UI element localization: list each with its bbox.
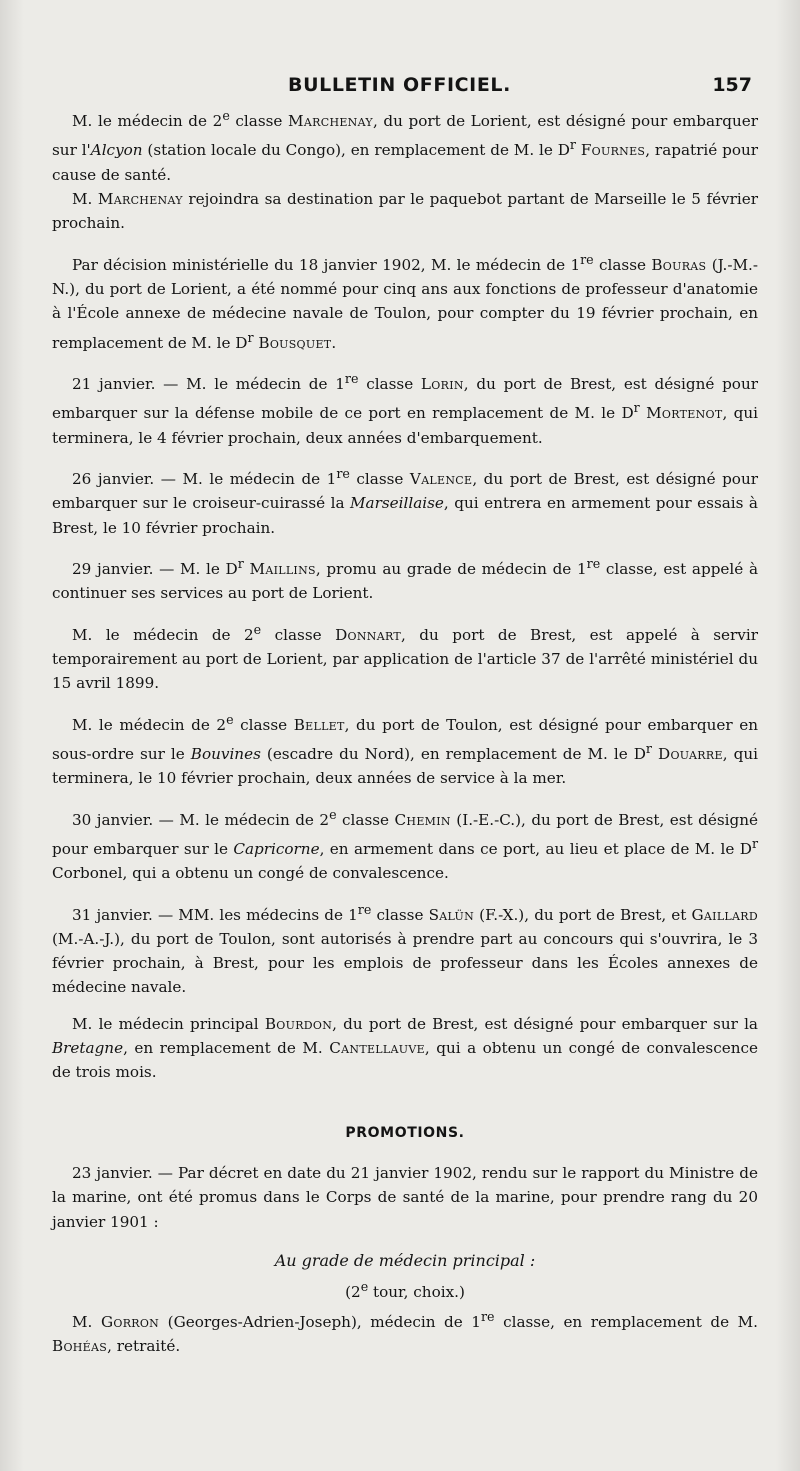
ship-name: Marseillaise xyxy=(350,494,444,513)
paragraph-gorron: M. Gorron (Georges-Adrien-Joseph), médecin de 1re classe, en remplacement de M. Bohéas, retraité. xyxy=(52,1308,758,1356)
paragraph-donnart: M. le médecin de 2e classe Donnart, du port de Brest, est appelé à servir temporairement au port de Lorient, par application de l'article 37 de l'arrêté ministériel du 15 avril 1899. xyxy=(52,621,759,693)
person-name: Fournes xyxy=(580,141,646,160)
person-name: Gaillard xyxy=(691,905,758,924)
ship-name: Bretagne xyxy=(52,1039,124,1058)
person-name: Valence xyxy=(409,470,473,488)
person-name: Cantellauve xyxy=(329,1039,425,1058)
paragraph-31-janvier: 31 janvier. — MM. les médecins de 1re classe Salün (F.-X.), du port de Brest, et Gaillard (M.-A.-J.), du port de Toulon, sont autorisés à prendre part au concours qui s'ouvrira, le 3 février prochain, à Brest, pour les emplois de professeur dans les Écoles annexes de médecine navale. xyxy=(52,901,758,997)
paragraph-bellet: M. le médecin de 2e classe Bellet, du port de Toulon, est désigné pour embarquer en sous-ordre sur le Bouvines (escadre du Nord), en remplacement de M. le $D^r$ Douarre, qui terminera, le 10 février prochain, deux années de service à la mer. xyxy=(52,711,759,788)
ship-name: Bouvines xyxy=(190,744,261,763)
person-name: Maillins xyxy=(249,559,316,578)
ship-name: Capricorne xyxy=(233,839,320,858)
paragraph-marchenay-destination: M. Marchenay rejoindra sa destination par le paquebot partant de Marseille le 5 février prochain. xyxy=(52,190,758,233)
running-title: BULLETIN OFFICIEL. xyxy=(288,74,511,96)
person-name: Salün xyxy=(428,905,475,924)
page-header xyxy=(288,74,758,104)
person-name: Marchenay xyxy=(288,112,373,131)
paragraph-26-janvier: 26 janvier. — M. le médecin de 1re classe Valence, du port de Brest, est désigné pour embarquer sur le croiseur-cuirassé la Marseillaise, qui entrera en armement pour essais à Brest, le 10 février prochain. xyxy=(52,465,758,537)
person-name: Marchenay xyxy=(97,190,183,209)
grade-heading: Au grade de médecin principal : xyxy=(274,1250,536,1270)
paragraph-decret: 23 janvier. — Par décret en date du 21 janvier 1902, rendu sur le rapport du Ministre de la marine, ont été promus dans le Corps de santé de la marine, pour prendre rang du 20 janvier 1901 : xyxy=(52,1163,758,1231)
paragraph-30-janvier: 30 janvier. — M. le médecin de 2e classe Chemin (I.-E.-C.), du port de Brest, est désigné pour embarquer sur le Capricorne, en armement dans ce port, au lieu et place de M. le $D^r$ Corbonel, qui a obtenu un congé de convalescence. xyxy=(52,806,759,883)
person-name: Bohéas xyxy=(52,1337,108,1356)
paragraph-29-janvier: 29 janvier. — M. le $D^r$ Maillins, promu au grade de médecin de 1re classe, est appelé à continuer ses services au port de Lorient. xyxy=(52,555,759,603)
person-name: Lorin xyxy=(420,374,464,393)
paragraph-marchenay-embarquement: M. le médecin de 2e classe Marchenay, du port de Lorient, est désigné pour embarquer sur l'Alcyon (station locale du Congo), en remplacement de M. le $D^r$ Fournes, rapatrié pour cause de santé. xyxy=(52,108,759,184)
person-name: Bourdon xyxy=(264,1014,333,1033)
paragraph-21-janvier: 21 janvier. — M. le médecin de 1re classe Lorin, du port de Brest, est désigné pour embarquer sur la défense mobile de ce port en remplacement de M. le $D^r$ Mortenot, qui terminera, le 4 février prochain, deux années d'embarquement. xyxy=(52,370,759,447)
paragraph-bourdon: M. le médecin principal Bourdon, du port de Brest, est désigné pour embarquer sur la Bretagne, en remplacement de M. Cantellauve, qui a obtenu un congé de convalescence de trois mois. xyxy=(52,1014,758,1082)
person-name: Bousquet xyxy=(258,333,332,352)
person-name: Gorron xyxy=(100,1312,160,1331)
paragraph-bouras: Par décision ministérielle du 18 janvier 1902, M. le médecin de 1re classe Bouras (J.-M.-N.), du port de Lorient, a été nommé pour cinq ans aux fonctions de professeur d'anatomie à l'École annexe de médecine navale de Toulon, pour compter du 19 février prochain, en remplacement de M. le $D^r$ Bousquet. xyxy=(52,251,758,352)
person-name: Chemin xyxy=(394,810,451,829)
person-name: Bouras xyxy=(651,255,707,274)
person-name: Donnart xyxy=(335,625,401,644)
person-name: Bellet xyxy=(293,715,345,734)
section-title-promotions: PROMOTIONS. xyxy=(345,1124,465,1141)
ship-name: Alcyon xyxy=(90,141,143,160)
person-name: Douarre xyxy=(658,744,723,763)
body-text xyxy=(52,104,758,1359)
page-number: 157 xyxy=(712,74,752,96)
person-name: Mortenot xyxy=(646,404,723,423)
grade-tour: (2e tour, choix.) xyxy=(345,1278,465,1301)
